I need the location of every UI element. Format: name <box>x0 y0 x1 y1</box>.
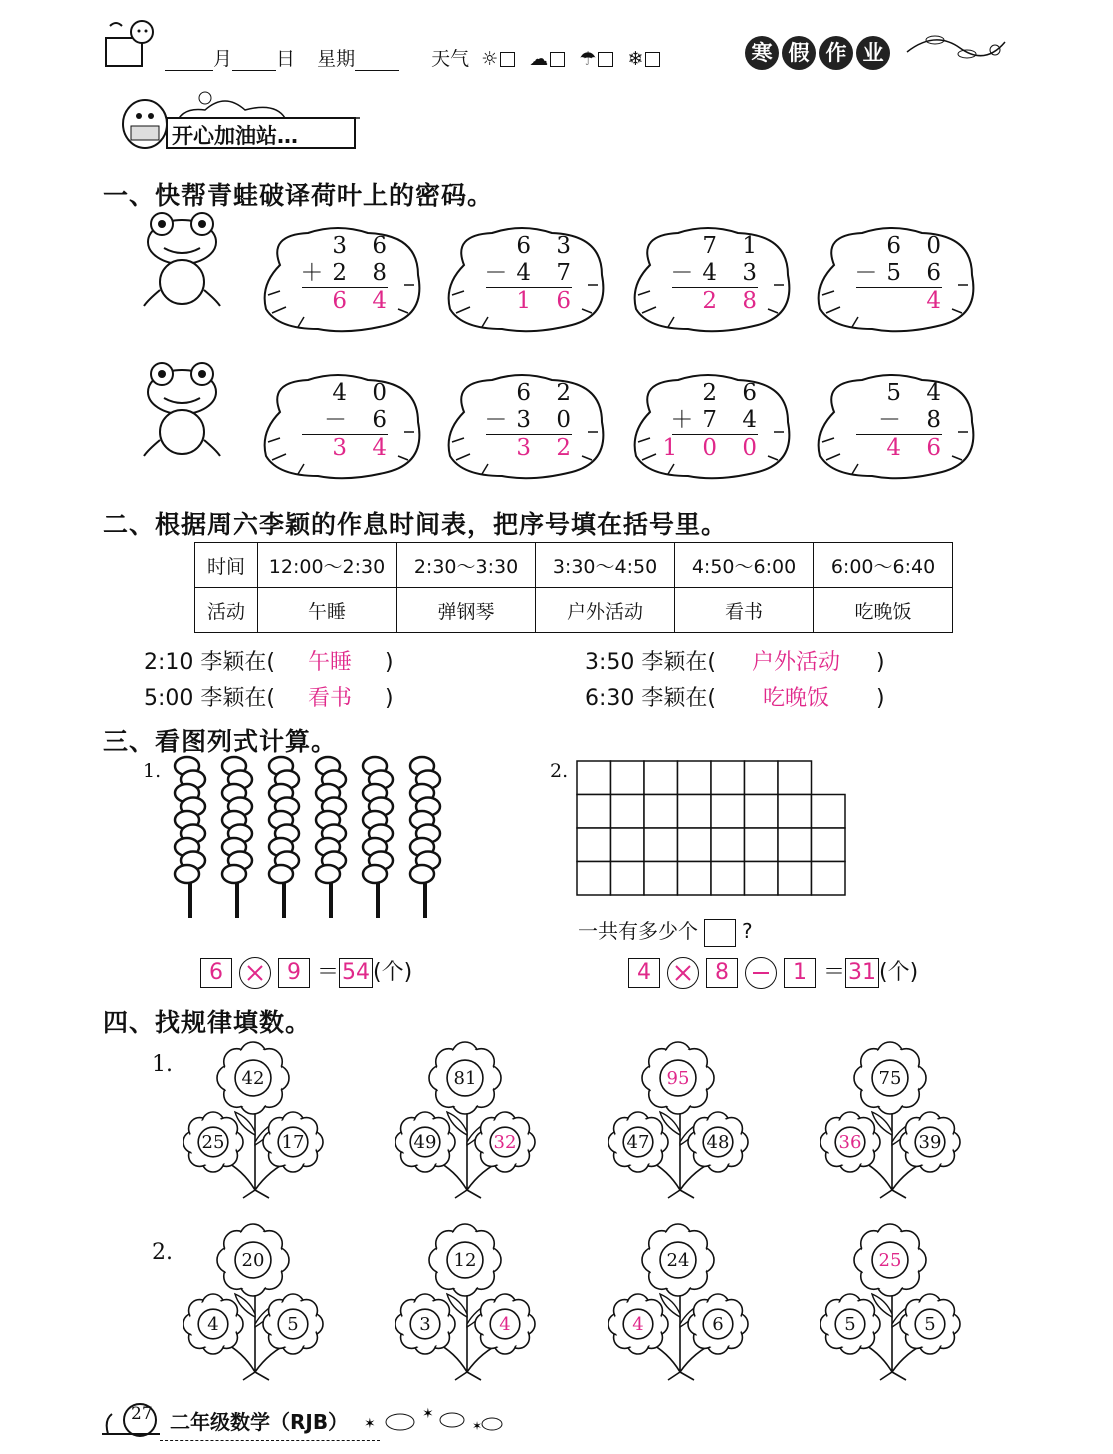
grid-square <box>577 761 611 795</box>
answer-field[interactable]: 吃晚饭 <box>762 686 829 711</box>
grid-square <box>678 828 712 862</box>
flower-left <box>820 1112 880 1172</box>
flower-left <box>395 1294 455 1354</box>
flower-number: 4 <box>499 1314 511 1335</box>
activity-cell: 看书 <box>675 588 814 633</box>
flower-left <box>395 1112 455 1172</box>
frog-icon <box>140 210 225 310</box>
grid-square <box>711 862 745 896</box>
winter-homework-badge <box>745 36 890 70</box>
flower-number: 20 <box>241 1250 265 1271</box>
flower-bouquet-icon <box>820 1222 970 1382</box>
flower-right <box>900 1294 960 1354</box>
calc-top-number: 5 4 <box>886 380 950 406</box>
weekday-blank[interactable] <box>355 52 399 71</box>
flower-bouquet-icon <box>395 1040 545 1200</box>
grid-square <box>812 862 846 896</box>
grid-square <box>745 828 779 862</box>
grid-square <box>745 761 779 795</box>
flower-right <box>688 1294 748 1354</box>
calc-answer[interactable]: 3 4 <box>332 435 396 461</box>
calc-top-number: 4 0 <box>332 380 396 406</box>
flower-number: 95 <box>666 1068 690 1089</box>
calc-top-number: 2 6 <box>702 380 766 406</box>
flower-number: 5 <box>924 1314 936 1335</box>
section1-title: 一、快帮青蛙破译荷叶上的密码。 <box>103 181 494 210</box>
calc-operand: － 6 <box>324 407 396 433</box>
section2-title: 二、根据周六李颖的作息时间表，把序号填在括号里。 <box>103 510 728 539</box>
question-2-10: 2:10 李颖在( 午睡 ) <box>144 645 394 676</box>
section3-title: 三、看图列式计算。 <box>103 727 338 756</box>
grid-square <box>678 761 712 795</box>
problem-1-label: 1. <box>143 760 162 782</box>
grid-square <box>678 795 712 829</box>
grid-square <box>778 761 812 795</box>
grid-square <box>812 828 846 862</box>
calc-answer[interactable]: 1 6 <box>516 288 580 314</box>
time-cell: 12:00～2:30 <box>258 543 397 588</box>
activity-cell: 户外活动 <box>536 588 675 633</box>
flower-bouquet-icon <box>820 1040 970 1200</box>
time-cell: 4:50～6:00 <box>675 543 814 588</box>
grid-square <box>644 761 678 795</box>
flower-number: 36 <box>838 1132 862 1153</box>
grid-square <box>577 795 611 829</box>
problem-2-question: 一共有多少个 ? <box>578 915 753 947</box>
calc-operand: －5 6 <box>854 260 950 286</box>
flower-bouquet-icon <box>608 1040 758 1200</box>
skewer <box>222 757 252 918</box>
calc-top-number: 7 1 <box>702 233 766 259</box>
time-cell: 6:00～6:40 <box>814 543 953 588</box>
calc-top-number: 6 3 <box>516 233 580 259</box>
haw-ball <box>175 865 199 883</box>
flower-left <box>183 1112 243 1172</box>
flower-number: 25 <box>201 1132 225 1153</box>
flower-top <box>429 1224 501 1296</box>
question-5-00: 5:00 李颖在( 看书 ) <box>144 681 394 712</box>
flower-left <box>183 1294 243 1354</box>
pattern-2-label: 2. <box>152 1240 173 1265</box>
activity-cell: 吃晚饭 <box>814 588 953 633</box>
calc-answer[interactable]: 1 0 0 <box>662 435 766 461</box>
flower-number: 81 <box>453 1068 477 1089</box>
cloudy-checkbox[interactable] <box>550 52 565 67</box>
skewer <box>410 757 440 918</box>
grid-square <box>745 862 779 896</box>
flower-top <box>429 1042 501 1114</box>
svg-text:✶: ✶ <box>422 1406 434 1422</box>
calc-answer[interactable]: 4 <box>926 288 950 314</box>
badge-char: 作 <box>819 36 853 70</box>
time-cell: 3:30～4:50 <box>536 543 675 588</box>
haw-ball <box>363 865 387 883</box>
flower-group <box>820 1222 970 1386</box>
skewer <box>175 757 205 918</box>
grid-square <box>577 828 611 862</box>
flower-number: 24 <box>666 1250 690 1271</box>
calc-operand: ＋7 4 <box>670 407 766 433</box>
sunny-checkbox[interactable] <box>500 52 515 67</box>
day-blank[interactable] <box>232 52 276 71</box>
answer-box[interactable]: 54 <box>339 958 373 988</box>
flower-top <box>642 1224 714 1296</box>
flower-number: 4 <box>632 1314 644 1335</box>
grid-square <box>812 795 846 829</box>
grid-square <box>711 828 745 862</box>
grid-square <box>611 761 645 795</box>
time-cell: 2:30～3:30 <box>397 543 536 588</box>
svg-text:✶: ✶ <box>364 1416 376 1432</box>
unit-blank[interactable] <box>704 919 736 947</box>
time-row <box>195 543 953 588</box>
date-line: 月 日 星期 天气 ☼ ☁ ☂ ❄ <box>165 44 660 71</box>
row-label: 活动 <box>195 588 258 633</box>
flower-number: 39 <box>918 1132 942 1153</box>
flower-number: 25 <box>878 1250 902 1271</box>
badge-char: 寒 <box>745 36 779 70</box>
sunny-icon: ☼ <box>481 48 499 70</box>
flower-group <box>820 1040 970 1204</box>
flower-group <box>395 1222 545 1386</box>
grid-square <box>644 795 678 829</box>
row-label: 时间 <box>195 543 258 588</box>
cloudy-icon: ☁ <box>529 48 549 70</box>
flower-left <box>608 1294 668 1354</box>
flower-bouquet-icon <box>395 1222 545 1382</box>
frog-icon <box>140 360 225 460</box>
month-blank[interactable] <box>165 52 213 71</box>
flower-number: 48 <box>706 1132 730 1153</box>
flower-number: 75 <box>878 1068 902 1089</box>
vertical-calculation <box>816 380 976 462</box>
flower-left <box>608 1112 668 1172</box>
clouds-stars-decoration-icon <box>360 1402 510 1438</box>
kid-with-board-icon <box>100 16 160 74</box>
flower-number: 32 <box>493 1132 517 1153</box>
operator-circle-multiply[interactable] <box>239 957 271 989</box>
grid-square <box>711 761 745 795</box>
calc-operand: －3 0 <box>484 407 580 433</box>
operator-circle-multiply[interactable] <box>667 957 699 989</box>
calc-operand: －4 7 <box>484 260 580 286</box>
haw-ball <box>222 865 246 883</box>
grid-square <box>711 795 745 829</box>
activity-row <box>195 588 953 633</box>
flower-bouquet-icon <box>183 1222 333 1382</box>
vertical-calculation <box>446 233 606 315</box>
calc-top-number: 6 2 <box>516 380 580 406</box>
calc-operand: － 8 <box>878 407 950 433</box>
answer-field[interactable]: 看书 <box>307 686 352 711</box>
flower-number: 17 <box>281 1132 305 1153</box>
calc-answer[interactable]: 2 8 <box>702 288 766 314</box>
snow-checkbox[interactable] <box>645 52 660 67</box>
answer-box[interactable]: 1 <box>784 958 816 988</box>
question-3-50: 3:50 李颖在( 户外活动 ) <box>585 645 885 676</box>
haw-ball <box>410 865 434 883</box>
grid-square <box>778 862 812 896</box>
vertical-calculation <box>446 380 606 462</box>
operator-circle-minus[interactable] <box>745 957 777 989</box>
vertical-calculation <box>632 380 792 462</box>
grid-square <box>611 862 645 896</box>
grid-square <box>778 795 812 829</box>
footer-rule <box>160 1440 380 1441</box>
svg-text:✶: ✶ <box>472 1419 483 1433</box>
calc-top-number: 6 0 <box>886 233 950 259</box>
subject-label: 二年级数学（RJB） <box>170 1410 349 1434</box>
vine-decoration-icon <box>905 22 1010 72</box>
snow-icon: ❄ <box>627 48 644 70</box>
answer-box[interactable]: 6 <box>200 958 232 988</box>
flower-group <box>183 1040 333 1204</box>
flower-number: 6 <box>712 1314 724 1335</box>
answer-box[interactable]: 4 <box>628 958 660 988</box>
flower-left <box>820 1294 880 1354</box>
flower-bouquet-icon <box>183 1040 333 1200</box>
grid-square <box>644 828 678 862</box>
flower-number: 47 <box>626 1132 650 1153</box>
skewer <box>316 757 346 918</box>
activity-cell: 午睡 <box>258 588 397 633</box>
flower-top <box>642 1042 714 1114</box>
calc-answer[interactable]: 4 6 <box>886 435 950 461</box>
grid-square <box>577 862 611 896</box>
grid-square <box>644 862 678 896</box>
flower-number: 4 <box>207 1314 219 1335</box>
grid-square <box>611 828 645 862</box>
activity-cell: 弹钢琴 <box>397 588 536 633</box>
vertical-calculation <box>632 233 792 315</box>
grid-square <box>745 795 779 829</box>
flower-right <box>263 1112 323 1172</box>
flower-group <box>183 1222 333 1386</box>
vertical-calculation <box>816 233 976 315</box>
answer-box[interactable]: 8 <box>706 958 738 988</box>
flower-number: 49 <box>413 1132 437 1153</box>
section4-title: 四、找规律填数。 <box>103 1008 312 1037</box>
flower-top <box>217 1224 289 1296</box>
answer-field[interactable]: 户外活动 <box>751 650 840 675</box>
flower-bouquet-icon <box>608 1222 758 1382</box>
calc-answer[interactable]: 6 4 <box>332 288 396 314</box>
flower-top <box>854 1224 926 1296</box>
flower-number: 12 <box>453 1250 477 1271</box>
flower-right <box>475 1112 535 1172</box>
badge-char: 业 <box>856 36 890 70</box>
flower-right <box>688 1112 748 1172</box>
answer-field[interactable]: 午睡 <box>307 650 352 675</box>
flower-right <box>900 1112 960 1172</box>
page-number: 27 <box>131 1404 153 1424</box>
flower-group <box>395 1040 545 1204</box>
pattern-1-label: 1. <box>152 1052 173 1077</box>
flower-right <box>475 1294 535 1354</box>
answer-box[interactable]: 31 <box>845 958 879 988</box>
flower-top <box>854 1042 926 1114</box>
problem-2-label: 2. <box>550 760 569 782</box>
haw-ball <box>316 865 340 883</box>
grid-square <box>611 795 645 829</box>
rain-checkbox[interactable] <box>598 52 613 67</box>
badge-char: 假 <box>782 36 816 70</box>
flower-top <box>217 1042 289 1114</box>
rain-icon: ☂ <box>579 48 597 70</box>
answer-box[interactable]: 9 <box>278 958 310 988</box>
flower-right <box>263 1294 323 1354</box>
banner-title: 开心加油站… <box>172 124 298 148</box>
flower-number: 5 <box>287 1314 299 1335</box>
flower-number: 42 <box>241 1068 265 1089</box>
skewer <box>363 757 393 918</box>
flower-group <box>608 1040 758 1204</box>
square-grid-image <box>576 760 852 896</box>
skewer <box>269 757 299 918</box>
calc-top-number: 3 6 <box>332 233 396 259</box>
question-6-30: 6:30 李颖在( 吃晚饭 ) <box>585 681 885 712</box>
grid-square <box>778 828 812 862</box>
flower-number: 3 <box>419 1314 431 1335</box>
schedule-table <box>194 542 953 633</box>
equation-1: 6 9 ＝ 54 (个) <box>200 955 412 989</box>
calc-operand: ＋2 8 <box>300 260 396 286</box>
grid-square <box>678 862 712 896</box>
flower-group <box>608 1222 758 1386</box>
vertical-calculation <box>262 233 422 315</box>
haw-ball <box>269 865 293 883</box>
vertical-calculation <box>262 380 422 462</box>
calc-answer[interactable]: 3 2 <box>516 435 580 461</box>
calc-operand: －4 3 <box>670 260 766 286</box>
equation-2: 4 8 1 ＝ 31 (个) <box>628 955 918 989</box>
flower-number: 5 <box>844 1314 856 1335</box>
candied-haws-skewers-image <box>170 752 450 924</box>
